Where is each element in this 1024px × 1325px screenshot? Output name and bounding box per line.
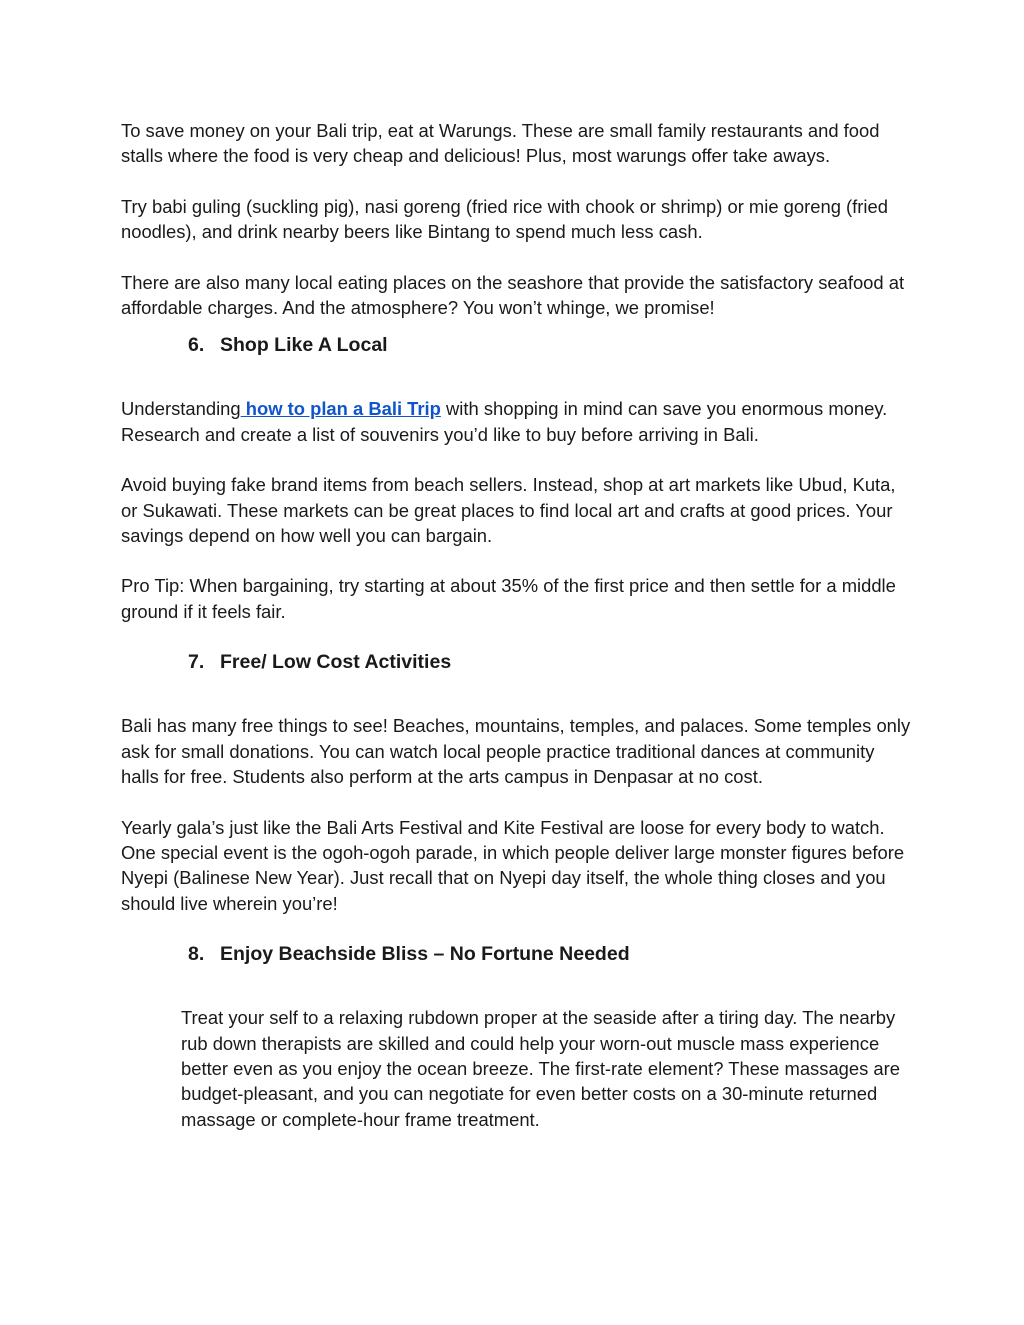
intro-after-text: with shopping in mind can save you enormous money. Research and create a list of souvenirs you’d like to buy before arriving in Bali.: [121, 398, 888, 445]
heading-beachside-bliss: [121, 941, 911, 967]
heading-number: 6.: [188, 334, 205, 357]
paragraph-galas: Yearly gala’s just like the Bali Arts Festival and Kite Festival are loose for every body to watch. One special event is the ogoh-ogoh parade, in which people deliver large monster figures before Nyepi (Balinese New Year). Just recall that on Nyepi day itself, the whole thing closes and you should live wherein you’re!: [121, 816, 905, 914]
heading-shop-like-a-local: [121, 332, 911, 358]
paragraph-dishes: Try babi guling (suckling pig), nasi goreng (fried rice with chook or shrimp) or mie goreng (fried noodles), and drink nearby beers like Bintang to spend much less cash.: [121, 195, 888, 243]
paragraph-massage: Treat your self to a relaxing rubdown proper at the seaside after a tiring day. The nearby rub down therapists are skilled and could help your worn-out muscle mass experience better even as you enjoy the ocean breeze. The first-rate element? These massages are budget-pleasant, and you can negotiate for even better costs on a 30-minute returned massage or complete-hour frame treatment.: [181, 1007, 901, 1130]
intro-before-text: Understanding: [121, 398, 241, 420]
heading-title: Shop Like A Local: [220, 334, 388, 357]
paragraph-free-things: Bali has many free things to see! Beaches, mountains, temples, and palaces. Some temples only ask for small donations. You can watch local people practice traditional dances at community halls for free. Students also perform at the arts campus in Denpasar at no cost.: [121, 715, 911, 788]
heading-title: Enjoy Beachside Bliss – No Fortune Needed: [220, 943, 630, 966]
heading-title: Free/ Low Cost Activities: [220, 651, 452, 674]
paragraph-seashore: There are also many local eating places on the seashore that provide the satisfactory seafood at affordable charges. And the atmosphere? You won’t whinge, we promise!: [121, 271, 905, 319]
plan-bali-trip-link[interactable]: how to plan a Bali Trip: [240, 398, 441, 420]
heading-number: 7.: [188, 651, 205, 674]
document-page: [121, 118, 911, 1157]
heading-number: 8.: [188, 943, 205, 966]
paragraph-avoid-fakes: Avoid buying fake brand items from beach sellers. Instead, shop at art markets like Ubud, Kuta, or Sukawati. These markets can be great places to find local art and crafts at good prices. Your savings depend on how well you can bargain.: [121, 474, 896, 547]
paragraph-pro-tip: Pro Tip: When bargaining, try starting at about 35% of the first price and then settle for a middle ground if it feels fair.: [121, 575, 896, 622]
paragraph-shop-intro: [121, 396, 911, 447]
heading-free-low-cost-activities: [121, 649, 911, 675]
paragraph-warungs: To save money on your Bali trip, eat at Warungs. These are small family restaurants and food stalls where the food is very cheap and delicious! Plus, most warungs offer take aways.: [121, 120, 880, 167]
